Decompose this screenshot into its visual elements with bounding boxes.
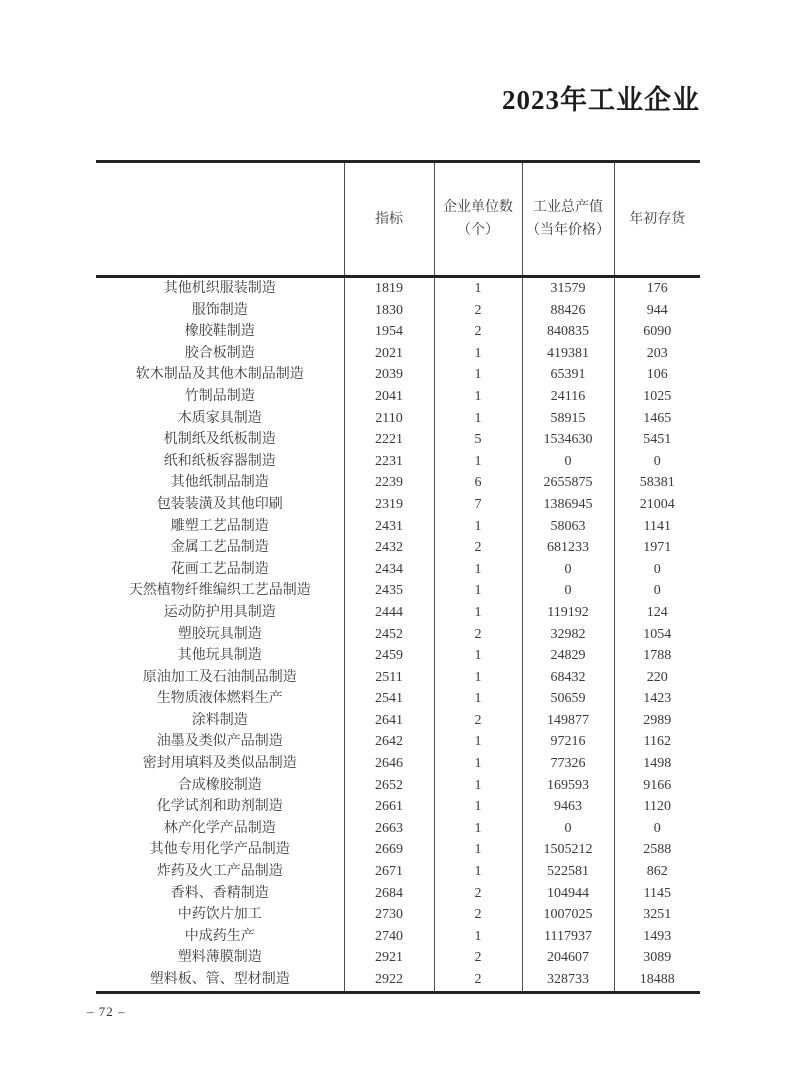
unit-count-cell: 1	[434, 753, 522, 775]
header-unit-count-line2: （个）	[457, 223, 499, 238]
indicator-code-cell: 2671	[344, 861, 434, 883]
table-row	[96, 667, 700, 689]
table-row	[96, 839, 700, 861]
output-value-cell: 0	[522, 818, 614, 840]
indicator-code-cell: 2921	[344, 947, 434, 969]
industry-name-cell: 金属工艺品制造	[170, 540, 269, 556]
industry-name-cell: 雕塑工艺品制造	[170, 518, 269, 534]
table-row	[96, 818, 700, 840]
output-value-cell: 24829	[522, 645, 614, 667]
unit-count-cell: 1	[434, 688, 522, 710]
indicator-code-cell: 2435	[344, 580, 434, 602]
industry-name-cell: 花画工艺品制造	[170, 561, 269, 577]
indicator-code-cell: 2221	[344, 429, 434, 451]
unit-count-cell: 1	[434, 408, 522, 430]
table-row	[96, 645, 700, 667]
indicator-code-cell: 2641	[344, 710, 434, 732]
output-value-cell: 1505212	[522, 839, 614, 861]
industry-name-cell: 纸和纸板容器制造	[163, 453, 276, 469]
industry-name-cell: 林产化学产品制造	[163, 820, 276, 836]
table-row	[96, 602, 700, 624]
indicator-code-cell: 1819	[344, 277, 434, 300]
table-row	[96, 300, 700, 322]
indicator-code-cell: 2459	[344, 645, 434, 667]
inventory-cell: 1788	[614, 645, 700, 667]
unit-count-cell: 1	[434, 516, 522, 538]
output-value-cell: 24116	[522, 386, 614, 408]
table-row	[96, 386, 700, 408]
output-value-cell: 50659	[522, 688, 614, 710]
table-row	[96, 408, 700, 430]
inventory-cell: 203	[614, 343, 700, 365]
header-unit-count-line1: 企业单位数	[443, 200, 513, 215]
inventory-cell: 1498	[614, 753, 700, 775]
header-output-value-line2: （当年价格）	[526, 223, 610, 238]
industry-name-cell: 其他玩具制造	[177, 648, 262, 664]
industry-name-cell: 机制纸及纸板制造	[163, 432, 276, 448]
inventory-cell: 5451	[614, 429, 700, 451]
output-value-cell: 169593	[522, 775, 614, 797]
industry-name-cell: 服饰制造	[191, 302, 248, 318]
industry-name-cell: 炸药及火工产品制造	[156, 864, 283, 880]
inventory-cell: 124	[614, 602, 700, 624]
output-value-cell: 1386945	[522, 494, 614, 516]
industry-name-cell: 中药饮片加工	[177, 907, 262, 923]
unit-count-cell: 1	[434, 667, 522, 689]
output-value-cell: 1117937	[522, 926, 614, 948]
industry-name-cell: 天然植物纤维编织工艺品制造	[128, 583, 311, 599]
indicator-code-cell: 2652	[344, 775, 434, 797]
indicator-code-cell: 2231	[344, 451, 434, 473]
unit-count-cell: 1	[434, 775, 522, 797]
table-row	[96, 321, 700, 343]
unit-count-cell: 1	[434, 277, 522, 300]
indicator-code-cell: 2646	[344, 753, 434, 775]
inventory-cell: 58381	[614, 472, 700, 494]
output-value-cell: 840835	[522, 321, 614, 343]
inventory-cell: 6090	[614, 321, 700, 343]
industry-name-cell: 运动防护用具制造	[163, 604, 276, 620]
industry-name-cell: 包装装潢及其他印刷	[156, 496, 283, 512]
indicator-code-cell: 2021	[344, 343, 434, 365]
inventory-cell: 9166	[614, 775, 700, 797]
inventory-cell: 944	[614, 300, 700, 322]
output-value-cell: 149877	[522, 710, 614, 732]
industry-name-cell: 中成药生产	[184, 928, 255, 944]
industry-statistics-table	[96, 160, 700, 994]
inventory-cell: 220	[614, 667, 700, 689]
unit-count-cell: 6	[434, 472, 522, 494]
unit-count-cell: 2	[434, 300, 522, 322]
industry-name-cell: 塑料薄膜制造	[177, 950, 262, 966]
indicator-code-cell: 2511	[344, 667, 434, 689]
industry-name-cell: 涂料制造	[191, 712, 248, 728]
inventory-cell: 3251	[614, 904, 700, 926]
table-row	[96, 451, 700, 473]
inventory-cell: 1054	[614, 624, 700, 646]
table-header-row	[96, 162, 700, 277]
unit-count-cell: 2	[434, 904, 522, 926]
industry-name-cell: 原油加工及石油制品制造	[142, 669, 297, 685]
table-row	[96, 710, 700, 732]
table-row	[96, 969, 700, 992]
table-row	[96, 580, 700, 602]
header-industry-name	[96, 162, 344, 277]
output-value-cell: 77326	[522, 753, 614, 775]
unit-count-cell: 2	[434, 969, 522, 992]
indicator-code-cell: 2740	[344, 926, 434, 948]
indicator-code-cell: 2431	[344, 516, 434, 538]
output-value-cell: 58063	[522, 516, 614, 538]
table-row	[96, 559, 700, 581]
output-value-cell: 88426	[522, 300, 614, 322]
indicator-code-cell: 2444	[344, 602, 434, 624]
header-output-value	[522, 162, 614, 277]
industry-name-cell: 其他机织服装制造	[163, 281, 276, 296]
output-value-cell: 58915	[522, 408, 614, 430]
table-row	[96, 775, 700, 797]
inventory-cell: 18488	[614, 969, 700, 992]
output-value-cell: 104944	[522, 883, 614, 905]
industry-name-cell: 香料、香精制造	[170, 885, 269, 901]
header-unit-count	[434, 162, 522, 277]
inventory-cell: 1145	[614, 883, 700, 905]
table-row	[96, 472, 700, 494]
unit-count-cell: 2	[434, 321, 522, 343]
table-row	[96, 516, 700, 538]
table-row	[96, 364, 700, 386]
unit-count-cell: 1	[434, 818, 522, 840]
output-value-cell: 0	[522, 580, 614, 602]
industry-name-cell: 塑料板、管、型材制造	[149, 972, 290, 987]
output-value-cell: 97216	[522, 731, 614, 753]
industry-name-cell: 木质家具制造	[177, 410, 262, 426]
industry-name-cell: 软木制品及其他木制品制造	[135, 367, 304, 383]
indicator-code-cell: 2663	[344, 818, 434, 840]
indicator-code-cell: 2041	[344, 386, 434, 408]
indicator-code-cell: 2730	[344, 904, 434, 926]
inventory-cell: 0	[614, 451, 700, 473]
inventory-cell: 3089	[614, 947, 700, 969]
table-header	[96, 162, 700, 277]
indicator-code-cell: 1830	[344, 300, 434, 322]
unit-count-cell: 2	[434, 947, 522, 969]
header-indicator: 指标	[344, 162, 434, 277]
output-value-cell: 2655875	[522, 472, 614, 494]
indicator-code-cell: 2661	[344, 796, 434, 818]
unit-count-cell: 1	[434, 451, 522, 473]
unit-count-cell: 2	[434, 710, 522, 732]
output-value-cell: 1534630	[522, 429, 614, 451]
unit-count-cell: 5	[434, 429, 522, 451]
indicator-code-cell: 2684	[344, 883, 434, 905]
indicator-code-cell: 2642	[344, 731, 434, 753]
unit-count-cell: 1	[434, 602, 522, 624]
industry-name-cell: 塑胶玩具制造	[177, 626, 262, 642]
page-number: – 72 –	[87, 1004, 126, 1019]
table-row	[96, 537, 700, 559]
output-value-cell: 9463	[522, 796, 614, 818]
table-row	[96, 731, 700, 753]
indicator-code-cell: 2452	[344, 624, 434, 646]
industry-name-cell: 橡胶鞋制造	[184, 324, 255, 340]
industry-name-cell: 化学试剂和助剂制造	[156, 799, 283, 815]
industry-name-cell: 其他专用化学产品制造	[149, 842, 290, 858]
indicator-code-cell: 2239	[344, 472, 434, 494]
unit-count-cell: 1	[434, 861, 522, 883]
inventory-cell: 1025	[614, 386, 700, 408]
inventory-cell: 0	[614, 580, 700, 602]
output-value-cell: 419381	[522, 343, 614, 365]
unit-count-cell: 1	[434, 386, 522, 408]
unit-count-cell: 1	[434, 731, 522, 753]
output-value-cell: 65391	[522, 364, 614, 386]
output-value-cell: 0	[522, 559, 614, 581]
output-value-cell: 522581	[522, 861, 614, 883]
table-row	[96, 494, 700, 516]
industry-name-cell: 其他纸制品制造	[170, 475, 269, 491]
table-row	[96, 796, 700, 818]
industry-name-cell: 油墨及类似产品制造	[156, 734, 283, 750]
table-row	[96, 883, 700, 905]
inventory-cell: 862	[614, 861, 700, 883]
unit-count-cell: 1	[434, 796, 522, 818]
table-row	[96, 688, 700, 710]
unit-count-cell: 1	[434, 580, 522, 602]
unit-count-cell: 2	[434, 883, 522, 905]
inventory-cell: 1493	[614, 926, 700, 948]
industry-name-cell: 密封用填料及类似品制造	[142, 756, 297, 772]
page-title: 2023年工业企业	[502, 85, 700, 115]
output-value-cell: 31579	[522, 277, 614, 300]
inventory-cell: 1465	[614, 408, 700, 430]
output-value-cell: 0	[522, 451, 614, 473]
inventory-cell: 0	[614, 559, 700, 581]
inventory-cell: 1423	[614, 688, 700, 710]
indicator-code-cell: 2434	[344, 559, 434, 581]
inventory-cell: 1971	[614, 537, 700, 559]
output-value-cell: 204607	[522, 947, 614, 969]
unit-count-cell: 1	[434, 645, 522, 667]
unit-count-cell: 1	[434, 926, 522, 948]
table-row	[96, 277, 700, 300]
inventory-cell: 1120	[614, 796, 700, 818]
inventory-cell: 21004	[614, 494, 700, 516]
table-row	[96, 429, 700, 451]
table-row	[96, 861, 700, 883]
inventory-cell: 176	[614, 277, 700, 300]
unit-count-cell: 1	[434, 343, 522, 365]
inventory-cell: 2989	[614, 710, 700, 732]
unit-count-cell: 1	[434, 364, 522, 386]
output-value-cell: 119192	[522, 602, 614, 624]
industry-name-cell: 竹制品制造	[184, 388, 255, 404]
table-row	[96, 624, 700, 646]
industry-name-cell: 生物质液体燃料生产	[156, 691, 283, 707]
industry-name-cell: 胶合板制造	[184, 345, 255, 361]
unit-count-cell: 2	[434, 624, 522, 646]
indicator-code-cell: 2922	[344, 969, 434, 992]
unit-count-cell: 7	[434, 494, 522, 516]
table-body	[96, 277, 700, 993]
inventory-cell: 1162	[614, 731, 700, 753]
indicator-code-cell: 2541	[344, 688, 434, 710]
output-value-cell: 328733	[522, 969, 614, 992]
table-row	[96, 753, 700, 775]
indicator-code-cell: 2110	[344, 408, 434, 430]
inventory-cell: 0	[614, 818, 700, 840]
indicator-code-cell: 1954	[344, 321, 434, 343]
indicator-code-cell: 2432	[344, 537, 434, 559]
table-row	[96, 904, 700, 926]
output-value-cell: 1007025	[522, 904, 614, 926]
unit-count-cell: 1	[434, 559, 522, 581]
table-row	[96, 947, 700, 969]
output-value-cell: 32982	[522, 624, 614, 646]
industry-name-cell: 合成橡胶制造	[177, 777, 262, 793]
table-row	[96, 343, 700, 365]
inventory-cell: 2588	[614, 839, 700, 861]
indicator-code-cell: 2669	[344, 839, 434, 861]
header-inventory: 年初存货	[614, 162, 700, 277]
header-output-value-line1: 工业总产值	[533, 200, 603, 215]
indicator-code-cell: 2039	[344, 364, 434, 386]
output-value-cell: 68432	[522, 667, 614, 689]
table-row	[96, 926, 700, 948]
inventory-cell: 106	[614, 364, 700, 386]
inventory-cell: 1141	[614, 516, 700, 538]
indicator-code-cell: 2319	[344, 494, 434, 516]
output-value-cell: 681233	[522, 537, 614, 559]
unit-count-cell: 2	[434, 537, 522, 559]
unit-count-cell: 1	[434, 839, 522, 861]
